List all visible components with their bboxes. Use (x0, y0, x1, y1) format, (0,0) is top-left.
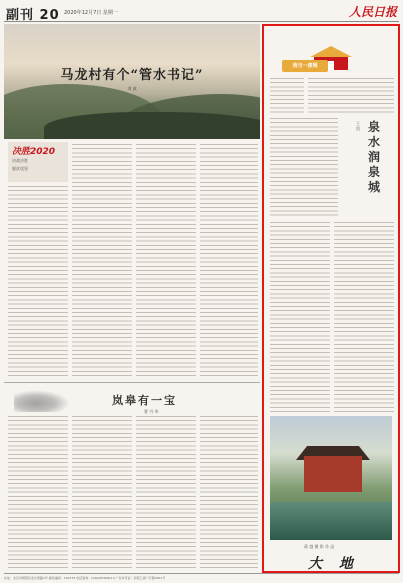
left-columns (4, 24, 260, 572)
section-mark: 大 地 (308, 556, 359, 572)
bottom-text-col-4 (200, 416, 258, 570)
badge-line-1: 决战决胜 (12, 158, 28, 163)
newspaper-logo: 人民日报 (348, 5, 397, 19)
section-headline: 岚皋有一宝 (112, 394, 177, 407)
bottom-text-col-3 (136, 416, 196, 570)
article-text-col-1 (8, 186, 68, 378)
panel-text-col-1 (270, 118, 338, 218)
badge-title: 决胜2020 (12, 147, 56, 157)
issue-date: 2020年12月7日 星期一 (64, 10, 118, 16)
panel-text-col-2 (270, 222, 330, 412)
badge-line-2: 脱贫攻坚 (12, 166, 28, 171)
page-footer: 社址：北京市朝阳区金台西路2号 邮政编码：100733 电话查询：(010)65368114 广告许可证：京朝工商广字第0001号 (4, 573, 399, 582)
column-tag: 我与一座城 (282, 60, 328, 72)
hero-image (4, 24, 260, 139)
section-byline: 曹 丹 华 (144, 409, 159, 414)
hero-headline: 马龙村有个“管水书记” (60, 68, 204, 83)
photo-caption: 蒋 越 摄 影 作 品 (304, 544, 335, 549)
article-text-col-3 (136, 144, 196, 378)
panel-text-col-3 (334, 222, 394, 412)
page-number: 副刊 20 (6, 8, 60, 23)
article-text-col-4 (200, 144, 258, 378)
panel-text-top-a (308, 78, 394, 114)
page-header (4, 3, 399, 22)
article-headline: 泉水润泉城 (368, 120, 381, 194)
bottom-text-col-1 (8, 416, 68, 570)
article-text-col-2 (72, 144, 132, 378)
hero-byline: 刘 波 (127, 86, 137, 91)
section-divider (4, 382, 260, 383)
panel-text-top-b (270, 78, 304, 114)
highlighted-article-panel (262, 24, 400, 573)
brush-calligraphy-mark (14, 390, 70, 412)
bottom-text-col-2 (72, 416, 132, 570)
column-badge (8, 142, 68, 182)
article-photo (270, 416, 392, 540)
article-author: 王 凯 (356, 121, 360, 131)
